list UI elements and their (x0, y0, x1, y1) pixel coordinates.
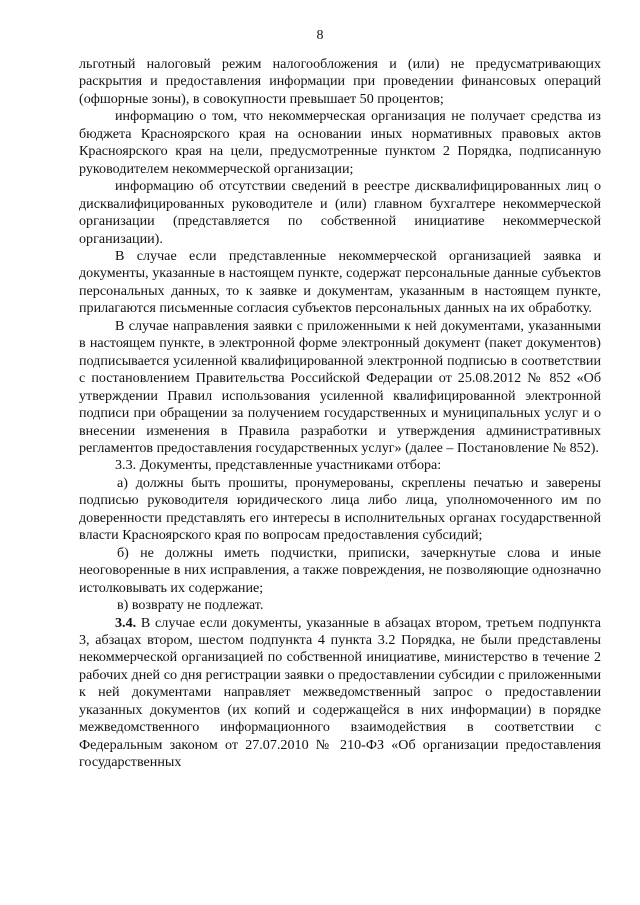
paragraph-item-c: в) возврату не подлежат. (117, 597, 264, 614)
paragraph-electronic-signature: В случае направления заявки с приложенными к ней документами, указанными в настоящем пункте, в электронной форме электронный документ (пакет документов) подписывается усиленной квалифицированной электронной подписью в соответствии с постановлением Правительства Российской Федерации от 25.08.2012 № 852 «Об утверждении Правил использования усиленной квалифицированной электронной подписи при обращении за получением государственных и муниципальных услуг и о внесении изменения в Правила разработки и утверждения административных регламентов предоставления государственных услуг» (далее – Постановление № 852). (79, 317, 601, 456)
paragraph-item-b: б) не должны иметь подчистки, приписки, зачеркнутые слова и иные неоговоренные в них исправления, а также повреждения, не позволяющие однозначно истолковывать их содержание; (79, 544, 601, 596)
section-3-4-text: В случае если документы, указанные в абзацах втором, третьем подпункта 3, абзацах втором, шестом подпункта 4 пункта 3.2 Порядка, не были представлены некоммерческой организацией по собственной инициативе, министерство в течение 2 рабочих дней со дня регистрации заявки о предоставлении субсидии с приложенными к ней документами направляет межведомственный запрос о предоставлении указанных документов (их копий и содержащейся в них информации) в порядке межведомственного информационного взаимодействия в соответствии с Федеральным законом от 27.07.2010 № 210-ФЗ «Об организации предоставления государственных (79, 614, 601, 771)
paragraph-item-a: а) должны быть прошиты, пронумерованы, скреплены печатью и заверены подписью руководителя юридического лица либо лица, уполномоченного им по доверенности представлять его интересы в исполнительных органах государственной власти Красноярского края по вопросам предоставления субсидий; (79, 474, 601, 544)
paragraph-personal-data-consent: В случае если представленные некоммерческой организацией заявка и документы, указанные в настоящем пункте, содержат персональные данные субъектов персональных данных, то к заявке и документам, указанным в настоящем пункте, прилагаются письменные согласия субъектов персональных данных на их обработку. (79, 247, 601, 317)
page-number: 8 (316, 28, 324, 43)
paragraph-disqualified-registry-info: информацию об отсутствии сведений в реестре дисквалифицированных лиц о дисквалифицированных руководителе и (или) главном бухгалтере некоммерческой организации (представляется по собственной инициативе некоммерческой организации). (79, 178, 601, 247)
paragraph-section-3-4 (79, 615, 601, 772)
paragraph-budget-funding-info: информацию о том, что некоммерческая организация не получает средства из бюджета Красноярского края на основании иных нормативных правовых актов Красноярского края на цели, предусмотренные пунктом 2 Порядка, подписанную руководителем некоммерческой организации; (79, 108, 601, 177)
paragraph-offshore-continuation: льготный налоговый режим налогообложения и (или) не предусматривающих раскрытия и предоставления информации при проведении финансовых операций (офшорные зоны), в совокупности превышает 50 процентов; (79, 56, 601, 107)
paragraph-section-3-3: 3.3. Документы, представленные участниками отбора: (115, 457, 442, 474)
section-3-4-number: 3.4. (115, 614, 137, 631)
document-body (79, 56, 601, 772)
